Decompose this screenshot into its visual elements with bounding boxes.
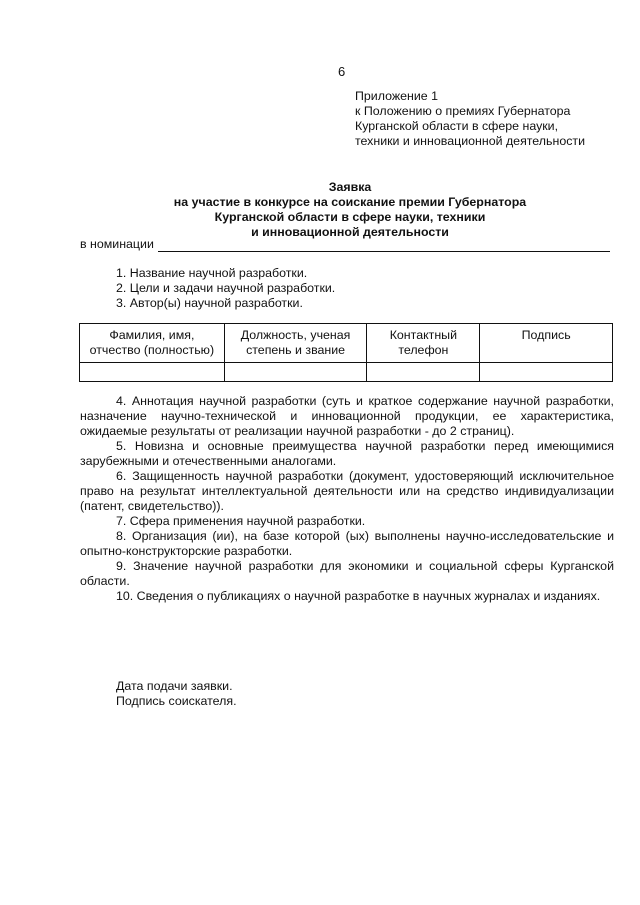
table-cell-signature[interactable] <box>480 363 613 382</box>
document-body <box>80 394 614 604</box>
title-line: и инновационной деятельности <box>251 225 449 239</box>
appendix-line: Курганской области в сфере науки, <box>355 119 559 133</box>
table-header-row <box>80 324 613 363</box>
nomination-fill-line[interactable] <box>158 239 610 252</box>
signature-block <box>116 679 237 709</box>
submission-date-label: Дата подачи заявки. <box>116 679 233 693</box>
paragraph: 6. Защищенность научной разработки (документ, удостоверяющий исключительное право на результат интеллектуальной деятельности или на средство индивидуализации (патент, свидетельство)). <box>80 469 614 513</box>
section-item: 1. Название научной разработки. <box>116 266 308 280</box>
section-item: 3. Автор(ы) научной разработки. <box>116 296 303 310</box>
column-header-signature: Подпись <box>480 324 613 363</box>
table-cell-name[interactable] <box>80 363 225 382</box>
nomination-label: в номинации <box>80 237 154 251</box>
title-line: Курганской области в сфере науки, техники <box>214 210 486 224</box>
authors-table <box>79 323 613 382</box>
section-list <box>116 266 335 311</box>
paragraph: 5. Новизна и основные преимущества научной разработки перед имеющимися зарубежными и отечественными аналогами. <box>80 439 614 468</box>
appendix-line: к Положению о премиях Губернатора <box>355 104 571 118</box>
paragraph: 10. Сведения о публикациях о научной разработке в научных журналах и изданиях. <box>116 589 601 603</box>
table-cell-position[interactable] <box>224 363 367 382</box>
paragraph: 9. Значение научной разработки для экономики и социальной сферы Курганской области. <box>80 559 614 588</box>
appendix-line: Приложение 1 <box>355 89 439 103</box>
column-header-phone: Контактный телефон <box>367 324 480 363</box>
column-header-position: Должность, ученая степень и звание <box>224 324 367 363</box>
appendix-header <box>355 89 625 149</box>
paragraph: 7. Сфера применения научной разработки. <box>116 514 366 528</box>
table-row <box>80 363 613 382</box>
paragraph: 8. Организация (ии), на базе которой (ых) выполнены научно-исследовательские и опытно-конструкторские разработки. <box>80 529 614 558</box>
nomination-row <box>80 237 610 252</box>
column-header-name: Фамилия, имя, отчество (полностью) <box>80 324 225 363</box>
title-line: Заявка <box>328 180 372 194</box>
title-line: на участие в конкурсе на соискание премии Губернатора <box>173 195 527 209</box>
table-cell-phone[interactable] <box>367 363 480 382</box>
section-item: 2. Цели и задачи научной разработки. <box>116 281 336 295</box>
appendix-line: техники и инновационной деятельности <box>355 134 586 148</box>
document-title <box>90 180 610 240</box>
page-number: 6 <box>338 64 346 79</box>
applicant-signature-label: Подпись соискателя. <box>116 694 237 708</box>
paragraph: 4. Аннотация научной разработки (суть и краткое содержание научной разработки, назначение научно-технической и инновационной продукции, ее характеристика, ожидаемые результаты от реализации научной разработки - до 2 страниц). <box>80 394 614 438</box>
